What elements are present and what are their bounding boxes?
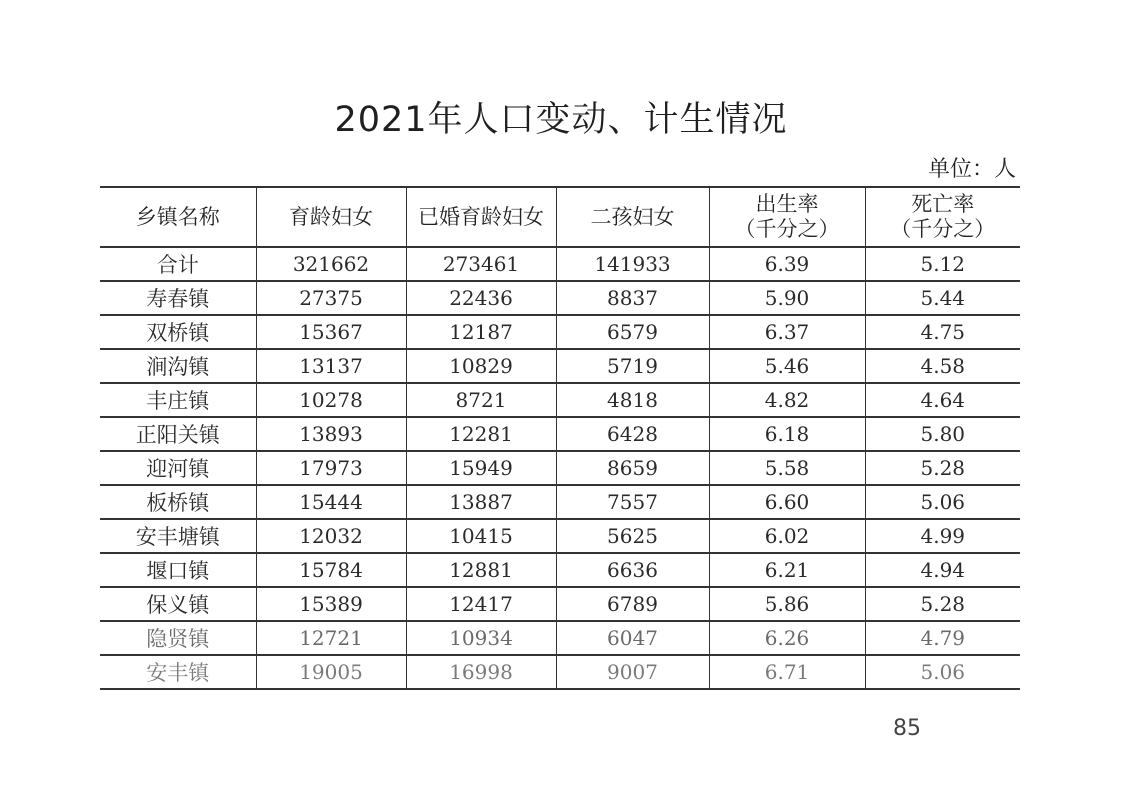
town-cell: 迎河镇 (100, 451, 256, 485)
married-women-cell: 10829 (406, 349, 556, 383)
childbearing-women-cell: 10278 (256, 383, 406, 417)
town-cell: 寿春镇 (100, 281, 256, 315)
second-child-cell: 9007 (556, 655, 709, 689)
town-cell: 保义镇 (100, 587, 256, 621)
town-cell: 丰庄镇 (100, 383, 256, 417)
table-header (100, 187, 1020, 247)
second-child-cell: 141933 (556, 247, 709, 281)
married-women-cell: 10934 (406, 621, 556, 655)
married-women-cell: 15949 (406, 451, 556, 485)
married-women-cell: 12417 (406, 587, 556, 621)
table-row (100, 247, 1020, 281)
table-row (100, 315, 1020, 349)
town-cell: 合计 (100, 247, 256, 281)
childbearing-women-cell: 13137 (256, 349, 406, 383)
childbearing-women-cell: 12032 (256, 519, 406, 553)
second-child-cell: 6579 (556, 315, 709, 349)
childbearing-women-cell: 17973 (256, 451, 406, 485)
childbearing-women-cell: 13893 (256, 417, 406, 451)
second-child-cell: 8659 (556, 451, 709, 485)
table-row (100, 349, 1020, 383)
birth-rate-cell: 6.37 (709, 315, 865, 349)
table-row (100, 553, 1020, 587)
table-body (100, 247, 1020, 689)
birth-rate-cell: 6.71 (709, 655, 865, 689)
second-child-cell: 4818 (556, 383, 709, 417)
header-second-child-women: 二孩妇女 (556, 187, 709, 247)
childbearing-women-cell: 15367 (256, 315, 406, 349)
birth-rate-cell: 5.86 (709, 587, 865, 621)
second-child-cell: 5719 (556, 349, 709, 383)
header-town: 乡镇名称 (100, 187, 256, 247)
birth-rate-cell: 6.18 (709, 417, 865, 451)
town-cell: 正阳关镇 (100, 417, 256, 451)
table-row (100, 451, 1020, 485)
death-rate-cell: 4.99 (865, 519, 1020, 553)
second-child-cell: 6428 (556, 417, 709, 451)
town-cell: 涧沟镇 (100, 349, 256, 383)
married-women-cell: 22436 (406, 281, 556, 315)
married-women-cell: 8721 (406, 383, 556, 417)
death-rate-cell: 5.28 (865, 587, 1020, 621)
married-women-cell: 13887 (406, 485, 556, 519)
married-women-cell: 12187 (406, 315, 556, 349)
second-child-cell: 6789 (556, 587, 709, 621)
header-birth-rate (709, 187, 865, 247)
death-rate-cell: 5.80 (865, 417, 1020, 451)
birth-rate-cell: 6.39 (709, 247, 865, 281)
second-child-cell: 8837 (556, 281, 709, 315)
childbearing-women-cell: 321662 (256, 247, 406, 281)
childbearing-women-cell: 15389 (256, 587, 406, 621)
death-rate-cell: 4.58 (865, 349, 1020, 383)
unit-note: 单位：人 (927, 157, 1016, 182)
header-birth-rate-label: 出生率 (755, 192, 819, 216)
birth-rate-cell: 5.90 (709, 281, 865, 315)
table-row (100, 587, 1020, 621)
childbearing-women-cell: 15444 (256, 485, 406, 519)
header-death-rate-unit: （千分之） (890, 217, 996, 241)
second-child-cell: 6636 (556, 553, 709, 587)
population-table (100, 186, 1020, 690)
birth-rate-cell: 5.58 (709, 451, 865, 485)
header-death-rate (865, 187, 1020, 247)
death-rate-cell: 4.64 (865, 383, 1020, 417)
table-row (100, 621, 1020, 655)
death-rate-cell: 4.79 (865, 621, 1020, 655)
town-cell: 堰口镇 (100, 553, 256, 587)
married-women-cell: 10415 (406, 519, 556, 553)
second-child-cell: 6047 (556, 621, 709, 655)
header-childbearing-women: 育龄妇女 (256, 187, 406, 247)
death-rate-cell: 4.94 (865, 553, 1020, 587)
birth-rate-cell: 6.60 (709, 485, 865, 519)
table-row (100, 519, 1020, 553)
childbearing-women-cell: 15784 (256, 553, 406, 587)
death-rate-cell: 5.28 (865, 451, 1020, 485)
death-rate-cell: 5.44 (865, 281, 1020, 315)
town-cell: 安丰塘镇 (100, 519, 256, 553)
birth-rate-cell: 6.26 (709, 621, 865, 655)
married-women-cell: 273461 (406, 247, 556, 281)
birth-rate-cell: 5.46 (709, 349, 865, 383)
death-rate-cell: 5.06 (865, 655, 1020, 689)
header-married-childbearing-women: 已婚育龄妇女 (406, 187, 556, 247)
header-row (100, 187, 1020, 247)
birth-rate-cell: 6.02 (709, 519, 865, 553)
birth-rate-cell: 6.21 (709, 553, 865, 587)
header-death-rate-label: 死亡率 (911, 192, 975, 216)
childbearing-women-cell: 19005 (256, 655, 406, 689)
page-number: 85 (893, 716, 921, 741)
second-child-cell: 5625 (556, 519, 709, 553)
table-row (100, 417, 1020, 451)
town-cell: 安丰镇 (100, 655, 256, 689)
childbearing-women-cell: 12721 (256, 621, 406, 655)
death-rate-cell: 5.12 (865, 247, 1020, 281)
table-row (100, 281, 1020, 315)
town-cell: 双桥镇 (100, 315, 256, 349)
death-rate-cell: 4.75 (865, 315, 1020, 349)
birth-rate-cell: 4.82 (709, 383, 865, 417)
married-women-cell: 12881 (406, 553, 556, 587)
married-women-cell: 16998 (406, 655, 556, 689)
death-rate-cell: 5.06 (865, 485, 1020, 519)
childbearing-women-cell: 27375 (256, 281, 406, 315)
table-row (100, 383, 1020, 417)
table-row (100, 485, 1020, 519)
header-birth-rate-unit: （千分之） (734, 217, 840, 241)
second-child-cell: 7557 (556, 485, 709, 519)
table-row (100, 655, 1020, 689)
married-women-cell: 12281 (406, 417, 556, 451)
town-cell: 隐贤镇 (100, 621, 256, 655)
page-title: 2021年人口变动、计生情况 (334, 100, 788, 140)
town-cell: 板桥镇 (100, 485, 256, 519)
